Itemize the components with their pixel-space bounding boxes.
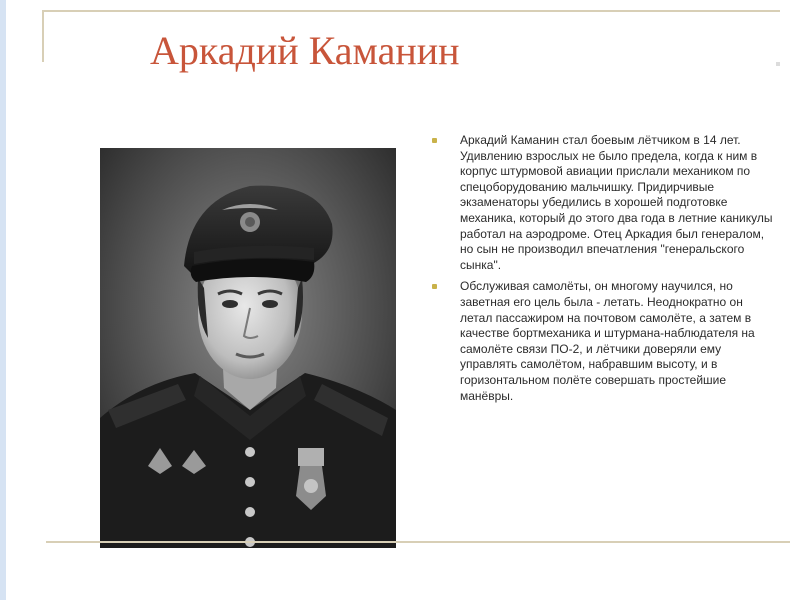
- top-rule-tick: [42, 10, 44, 62]
- bullet-item: [426, 279, 776, 404]
- left-edge-stripe: [0, 0, 6, 600]
- portrait-illustration: [100, 148, 396, 548]
- square-bullet-icon: [432, 138, 437, 143]
- bullet-list: [426, 133, 776, 410]
- portrait-photo: [100, 148, 396, 548]
- bullet-text: Обслуживая самолёты, он многому научился, но заветная его цель была - летать. Неоднократно он летал пассажиром на почтовом самолёте, а затем в качестве бортмеханика и штурмана-наблюдателя на самолёте связи ПО-2, и лётчики доверяли ему управлять самолётом, набравшим высоту, и в горизонтальном полёте совершать простейшие манёвры.: [460, 279, 755, 403]
- slide-title: Аркадий Каманин: [150, 28, 460, 73]
- corner-mark: [776, 62, 780, 66]
- bullet-item: [426, 133, 776, 273]
- bullet-text: Аркадий Каманин стал боевым лётчиком в 14 лет. Удивлению взрослых не было предела, когда к ним в корпус штурмовой авиации прислали механиком по спецоборудованию мальчишку. Придирчивые экзаменаторы убедились в хорошей подготовке механика, который до этого два года в летние каникулы работал на аэродроме. Отец Аркадия был генералом, но сын не производил впечатления "генеральского сынка".: [460, 133, 773, 272]
- bottom-rule: [46, 541, 790, 543]
- square-bullet-icon: [432, 284, 437, 289]
- top-rule: [42, 10, 780, 12]
